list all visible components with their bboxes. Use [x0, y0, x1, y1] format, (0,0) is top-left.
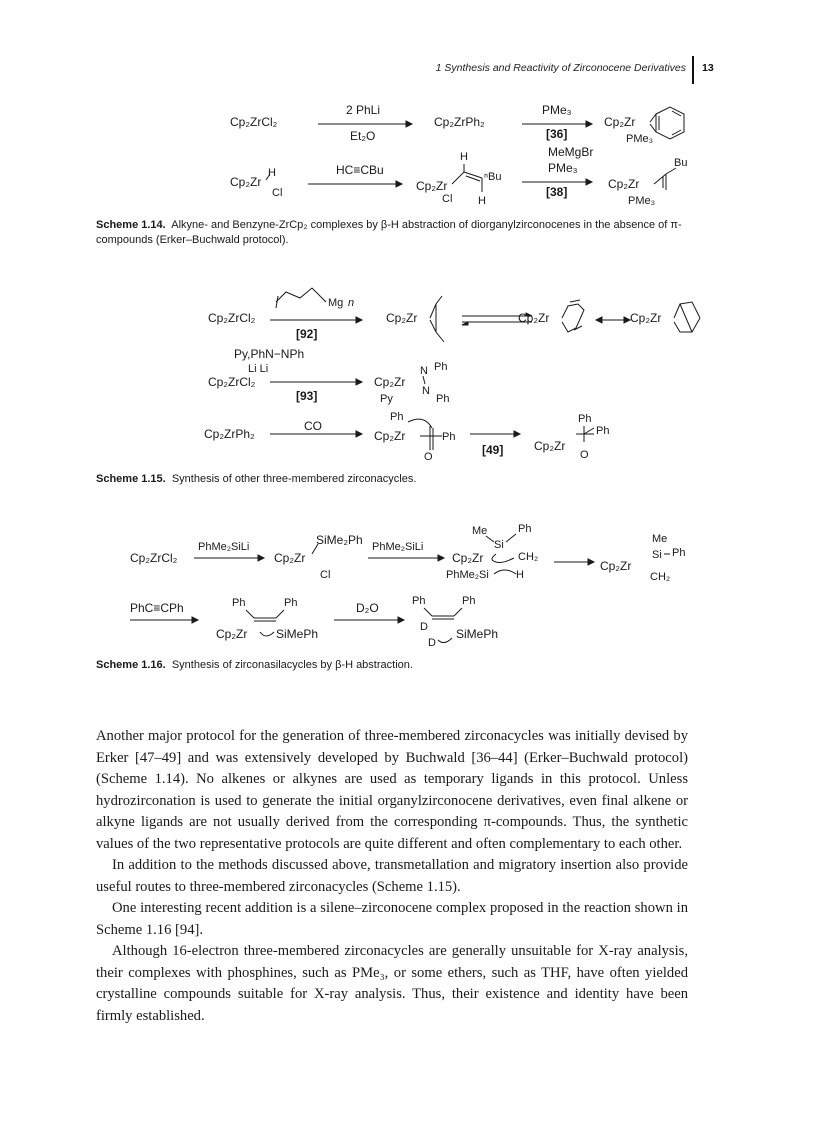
s16-r1-prod-zr: Cp₂Zr	[600, 559, 632, 573]
s14-r1-arrowhead1	[406, 121, 412, 127]
s16-r2-int-b2	[276, 610, 284, 618]
body-text	[96, 726, 688, 1027]
s14-r1-reagent2: PMe₃	[542, 103, 572, 117]
s15-r1-b-dbl1	[570, 300, 580, 302]
s14-r1-bond-b	[650, 124, 656, 132]
s15-r2-arrowhead	[356, 379, 362, 385]
s16-r1-int2-curl	[492, 554, 514, 563]
s16-r2-int-b1	[246, 610, 254, 618]
s14-r2-reagent2-line1: MeMgBr	[548, 145, 594, 159]
s16-r1-start: Cp₂ZrCl₂	[130, 551, 178, 565]
s16-r2-prod-si: SiMePh	[456, 627, 499, 641]
s15-r1-product-a: Cp₂Zr	[386, 311, 418, 325]
caption-scheme-1-16	[96, 658, 692, 673]
header-rule	[692, 56, 694, 84]
s16-r2-arrowhead2	[398, 617, 404, 623]
s15-r3-int-zr: Cp₂Zr	[374, 429, 406, 443]
s16-r1-prod-ch2: CH₂	[650, 571, 671, 583]
s16-r1-int2-ch2: CH₂	[518, 551, 539, 563]
s16-r2-prod-ph-right: Ph	[462, 595, 476, 607]
s14-r2-int-h-top: H	[460, 151, 468, 163]
s15-r3-start: Cp₂ZrPh₂	[204, 427, 255, 441]
s16-r1-int2-zr: Cp₂Zr	[452, 551, 484, 565]
s14-r1-start: Cp₂ZrCl₂	[230, 115, 278, 129]
s16-r1-int2-ph-bond	[506, 534, 516, 542]
s14-r2-prod-bond1	[654, 174, 666, 184]
s15-r3-int-ph-right: Ph	[442, 431, 456, 443]
running-title: 1 Synthesis and Reactivity of Zirconocene Derivatives	[435, 62, 686, 74]
s14-r1-reagent-above: 2 PhLi	[346, 103, 381, 117]
s15-r1-start: Cp₂ZrCl₂	[208, 311, 256, 325]
s16-r2-prod-b2	[454, 608, 462, 616]
s16-r1-reagent2: PhMe₂SiLi	[372, 541, 424, 553]
s15-r2-py: Py	[380, 393, 393, 405]
s15-r3-arrowhead2	[514, 431, 520, 437]
s14-r1-intermediate: Cp₂ZrPh₂	[434, 115, 485, 129]
scheme-1-15	[90, 282, 730, 462]
s15-r2-product: Cp₂Zr	[374, 375, 406, 389]
s15-r2-start: Cp₂ZrCl₂	[208, 375, 256, 389]
s16-r2-int-ph-left: Ph	[232, 597, 246, 609]
s14-r2-ref: [38]	[546, 185, 568, 199]
s16-r1-reagent1: PhMe₂SiLi	[198, 541, 250, 553]
s15-r2-ph-bottom: Ph	[436, 393, 450, 405]
s15-r1-ref: [92]	[296, 327, 318, 341]
s14-r2-start: Cp₂Zr	[230, 175, 262, 189]
caption-text: Synthesis of zirconasilacycles by β-H abstraction.	[171, 659, 413, 671]
scheme-1-16-drawing	[90, 522, 730, 652]
s14-r1-ligand: PMe₃	[626, 133, 654, 145]
s14-r2-reagent2-line2: PMe₃	[548, 161, 578, 175]
s15-r1-b-ring	[562, 304, 584, 332]
s14-r2-arrowhead1	[396, 181, 402, 187]
s16-r2-prod-ph-left: Ph	[412, 595, 426, 607]
s16-r1-int2-me-bond	[486, 536, 494, 542]
page-number: 13	[702, 62, 714, 74]
s16-r2-arrowhead1	[192, 617, 198, 623]
s16-r2-prod-bridge	[438, 638, 452, 643]
scheme-1-14-drawing	[90, 98, 730, 208]
scheme-1-15-drawing	[90, 282, 730, 462]
s14-r2-cl: Cl	[272, 187, 283, 199]
s16-r2-reagent: PhC≡CPh	[130, 601, 184, 615]
s16-r2-int-si: SiMePh	[276, 627, 319, 641]
s16-r1-int2-sub: PhMe₂Si	[446, 569, 489, 581]
s16-r1-int2-si: Si	[494, 539, 504, 551]
s14-r1-bond-a	[650, 114, 656, 122]
s15-r1-c-ring	[674, 302, 700, 332]
s14-r1-ref: [36]	[546, 127, 568, 141]
s14-r2-arrowhead2	[586, 179, 592, 185]
s14-r2-bond-cc	[464, 172, 482, 178]
caption-text: Alkyne- and Benzyne-ZrCp₂ complexes by β-H abstraction of diorganylzirconocenes in the absence of π-compounds (Erker–Buchwald protocol).	[96, 219, 682, 246]
caption-scheme-1-14	[96, 218, 692, 248]
s16-r2-prod-d1: D	[420, 621, 428, 633]
s15-r1-arrowhead	[356, 317, 362, 323]
s16-r1-arrowhead3	[588, 559, 594, 565]
s16-r2-int-bridge	[260, 632, 274, 636]
s15-r3-ref: [49]	[482, 443, 504, 457]
scheme-1-16	[90, 522, 730, 652]
s16-r1-prod-ph: Ph	[672, 547, 686, 559]
s14-r2-bond-zr-c	[452, 172, 464, 184]
s14-r2-ligand: PMe₃	[628, 195, 656, 207]
s15-r3-reagent: CO	[304, 419, 322, 433]
caption-scheme-1-15	[96, 472, 692, 487]
s16-r1-int2-me: Me	[472, 525, 488, 537]
s14-r1-arrowhead2	[586, 121, 592, 127]
s15-r2-reagent-line1: Py,PhN−NPh	[234, 347, 305, 361]
caption-label: Scheme 1.15.	[96, 473, 166, 485]
s15-r2-ref: [93]	[296, 389, 318, 403]
s15-r2-ph-top: Ph	[434, 361, 448, 373]
s16-r1-arrowhead2	[438, 555, 444, 561]
s16-r1-arrowhead1	[258, 555, 264, 561]
s16-r2-prod-b1	[424, 608, 432, 616]
s15-r2-n-top: N	[420, 365, 428, 377]
s15-r2-nn-bond	[423, 376, 425, 384]
s14-r1-benzyne-ring	[656, 107, 684, 139]
s14-r2-reagent: HC≡CBu	[336, 163, 384, 177]
s16-r1-prod-si: Si	[652, 549, 662, 561]
s16-r2-reagent2: D₂O	[356, 601, 379, 615]
s15-r1-c-cross	[680, 304, 692, 332]
paragraph-3: One interesting recent addition is a silene–zirconocene complex proposed in the reaction shown in Scheme 1.16 [94].	[96, 900, 688, 938]
s15-r1-a-lower	[430, 320, 444, 342]
s16-r1-int2-curl2	[494, 570, 516, 574]
s15-r3-product: Cp₂Zr	[534, 439, 566, 453]
s14-r2-bu: Bu	[674, 157, 688, 169]
paragraph-4: Although 16-electron three-membered zirconacycles are generally unsuitable for X-ray analysis, their complexes with phosphines, such as PMe₃, or some ethers, such as THF, have often yielded crystalline compounds suitable for X-ray analysis. Thus, their existence and identity have been firmly established.	[96, 943, 688, 1024]
s15-r3-arrowhead	[356, 431, 362, 437]
s14-r2-int-h-bottom: H	[478, 195, 486, 207]
s14-r2-intermediate: Cp₂Zr	[416, 179, 448, 193]
s14-r2-product: Cp₂Zr	[608, 177, 640, 191]
s15-r1-reagent: Mg	[328, 297, 344, 309]
paragraph-1: Another major protocol for the generation of three-membered zirconacycles was initially devised by Erker [47–49] and was extensively developed by Buchwald [36–44] (Erker–Buchwald protocol) (Scheme 1.14). No alkenes or alkynes are used as temporary ligands in this protocol. Unless hydrozirconation is used to generate the initial organylzirconocene derivatives, even final alkene or alkyne ligands are not usually derived from the corresponding π-compounds. Thus, the synthetic values of the two representative protocols are quite different and often complementary to each other.	[96, 728, 688, 852]
scheme-1-14	[90, 98, 730, 208]
s15-r3-prod-bond3	[584, 428, 594, 434]
s14-r1-reagent-below: Et₂O	[350, 129, 376, 143]
caption-label: Scheme 1.14.	[96, 219, 166, 231]
paragraph-2: In addition to the methods discussed above, transmetallation and migratory insertion also provide useful routes to three-membered zirconacycles (Scheme 1.15).	[96, 857, 688, 895]
caption-label: Scheme 1.16.	[96, 659, 166, 671]
s15-r3-prod-o: O	[580, 449, 589, 461]
s15-r1-product-c: Cp₂Zr	[630, 311, 662, 325]
caption-text: Synthesis of other three-membered zirconacycles.	[171, 473, 417, 485]
s16-r2-int-ph-right: Ph	[284, 597, 298, 609]
s15-r3-int-ph-top: Ph	[390, 411, 404, 423]
s15-r2-n-bottom: N	[422, 385, 430, 397]
s15-r1-dblarrow-l	[596, 317, 602, 323]
s15-r3-prod-ph-right: Ph	[596, 425, 610, 437]
s14-r2-int-cl: Cl	[442, 193, 453, 205]
s16-r2-int-zr: Cp₂Zr	[216, 627, 248, 641]
s15-r2-reagent-line2: Li Li	[248, 363, 269, 375]
s15-r1-reagent-n: n	[348, 297, 355, 309]
s16-r1-int1-bond	[312, 544, 318, 554]
s16-r1-int1-cl: Cl	[320, 569, 331, 581]
s15-r3-curly-arrow	[408, 419, 432, 428]
s16-r1-int2-ph: Ph	[518, 523, 532, 535]
s15-r3-int-o: O	[424, 451, 433, 463]
s16-r2-prod-d2: D	[428, 637, 436, 649]
s14-r2-h: H	[268, 167, 276, 179]
s14-r1-product: Cp₂Zr	[604, 115, 636, 129]
s16-r1-int1-si: SiMe₂Ph	[316, 533, 363, 547]
s15-r3-prod-ph-top: Ph	[578, 413, 592, 425]
s15-r1-diene	[276, 288, 326, 302]
s16-r1-prod-me: Me	[652, 533, 668, 545]
s14-r2-nbu: ⁿBu	[484, 171, 502, 183]
s16-r1-int1-zr: Cp₂Zr	[274, 551, 306, 565]
s16-r1-int2-h: H	[516, 569, 524, 581]
s15-r1-product-b: Cp₂Zr	[518, 311, 550, 325]
